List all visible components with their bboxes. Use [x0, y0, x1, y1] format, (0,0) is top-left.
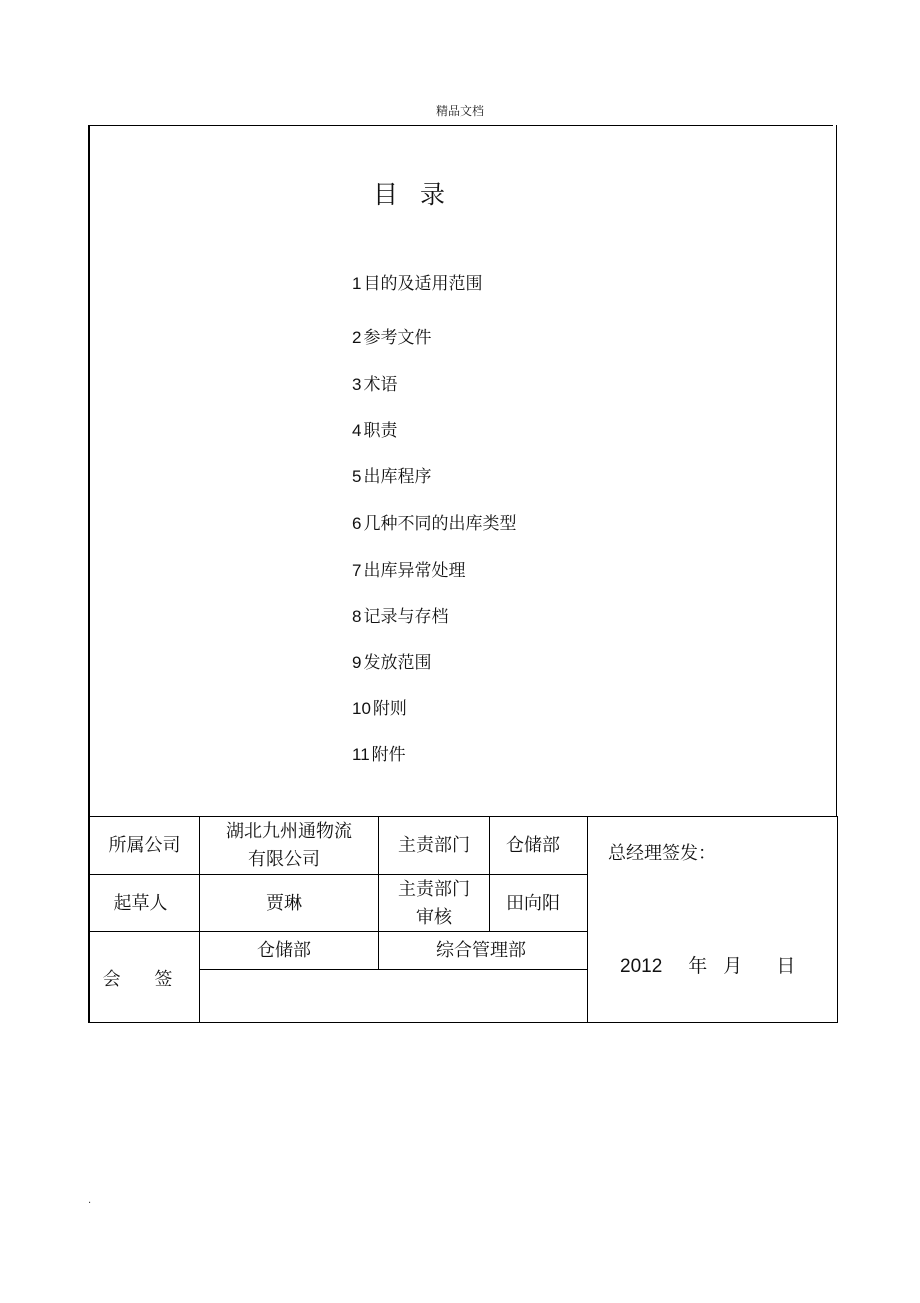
dept-label: 主责部门 — [398, 835, 470, 856]
page-header: 精品文档 — [435, 104, 484, 118]
toc-item: 4 职责 — [352, 421, 398, 441]
table-rule — [88, 1022, 838, 1023]
cosign-dept1: 仓储部 — [257, 940, 311, 961]
company-value-line1: 湖北九州通物流 — [226, 821, 352, 842]
date-month-unit: 月 — [723, 955, 743, 977]
date-day-unit: 日 — [776, 955, 796, 977]
company-value-line2: 有限公司 — [248, 849, 320, 870]
table-rule — [837, 816, 838, 1023]
review-label-line1: 主责部门 — [398, 879, 470, 900]
toc-item: 6 几种不同的出库类型 — [352, 514, 517, 534]
toc-item: 3 术语 — [352, 375, 398, 395]
toc-title: 目录 — [373, 180, 468, 209]
drafter-value: 贾琳 — [266, 893, 302, 914]
drafter-label: 起草人 — [113, 893, 168, 914]
toc-item: 1 目的及适用范围 — [352, 274, 483, 294]
table-rule — [88, 931, 588, 932]
toc-item: 10 附则 — [352, 699, 407, 719]
table-rule — [199, 969, 588, 970]
company-label: 所属公司 — [108, 835, 181, 856]
toc-item: 9 发放范围 — [352, 653, 432, 673]
toc-item: 7 出库异常处理 — [352, 561, 466, 581]
toc-item: 2 参考文件 — [352, 328, 432, 348]
footer-mark: . — [88, 1195, 92, 1206]
cosign-dept2: 综合管理部 — [436, 940, 526, 961]
toc-item: 8 记录与存档 — [352, 607, 449, 627]
table-rule — [587, 816, 588, 1023]
dept-value: 仓储部 — [506, 835, 560, 856]
table-rule — [88, 816, 838, 817]
approval-date — [620, 951, 795, 978]
toc-item: 11 附件 — [352, 745, 406, 765]
date-year-unit: 年 — [688, 955, 708, 977]
date-year: 2012 — [620, 956, 663, 977]
toc-item: 5 出库程序 — [352, 467, 432, 487]
toc-frame — [88, 125, 837, 817]
approval-label: 总经理签发： — [608, 843, 716, 864]
review-value: 田向阳 — [506, 893, 560, 914]
review-label-line2: 审核 — [416, 907, 452, 928]
table-rule — [88, 874, 588, 875]
cosign-label: 会 签 — [102, 969, 187, 990]
